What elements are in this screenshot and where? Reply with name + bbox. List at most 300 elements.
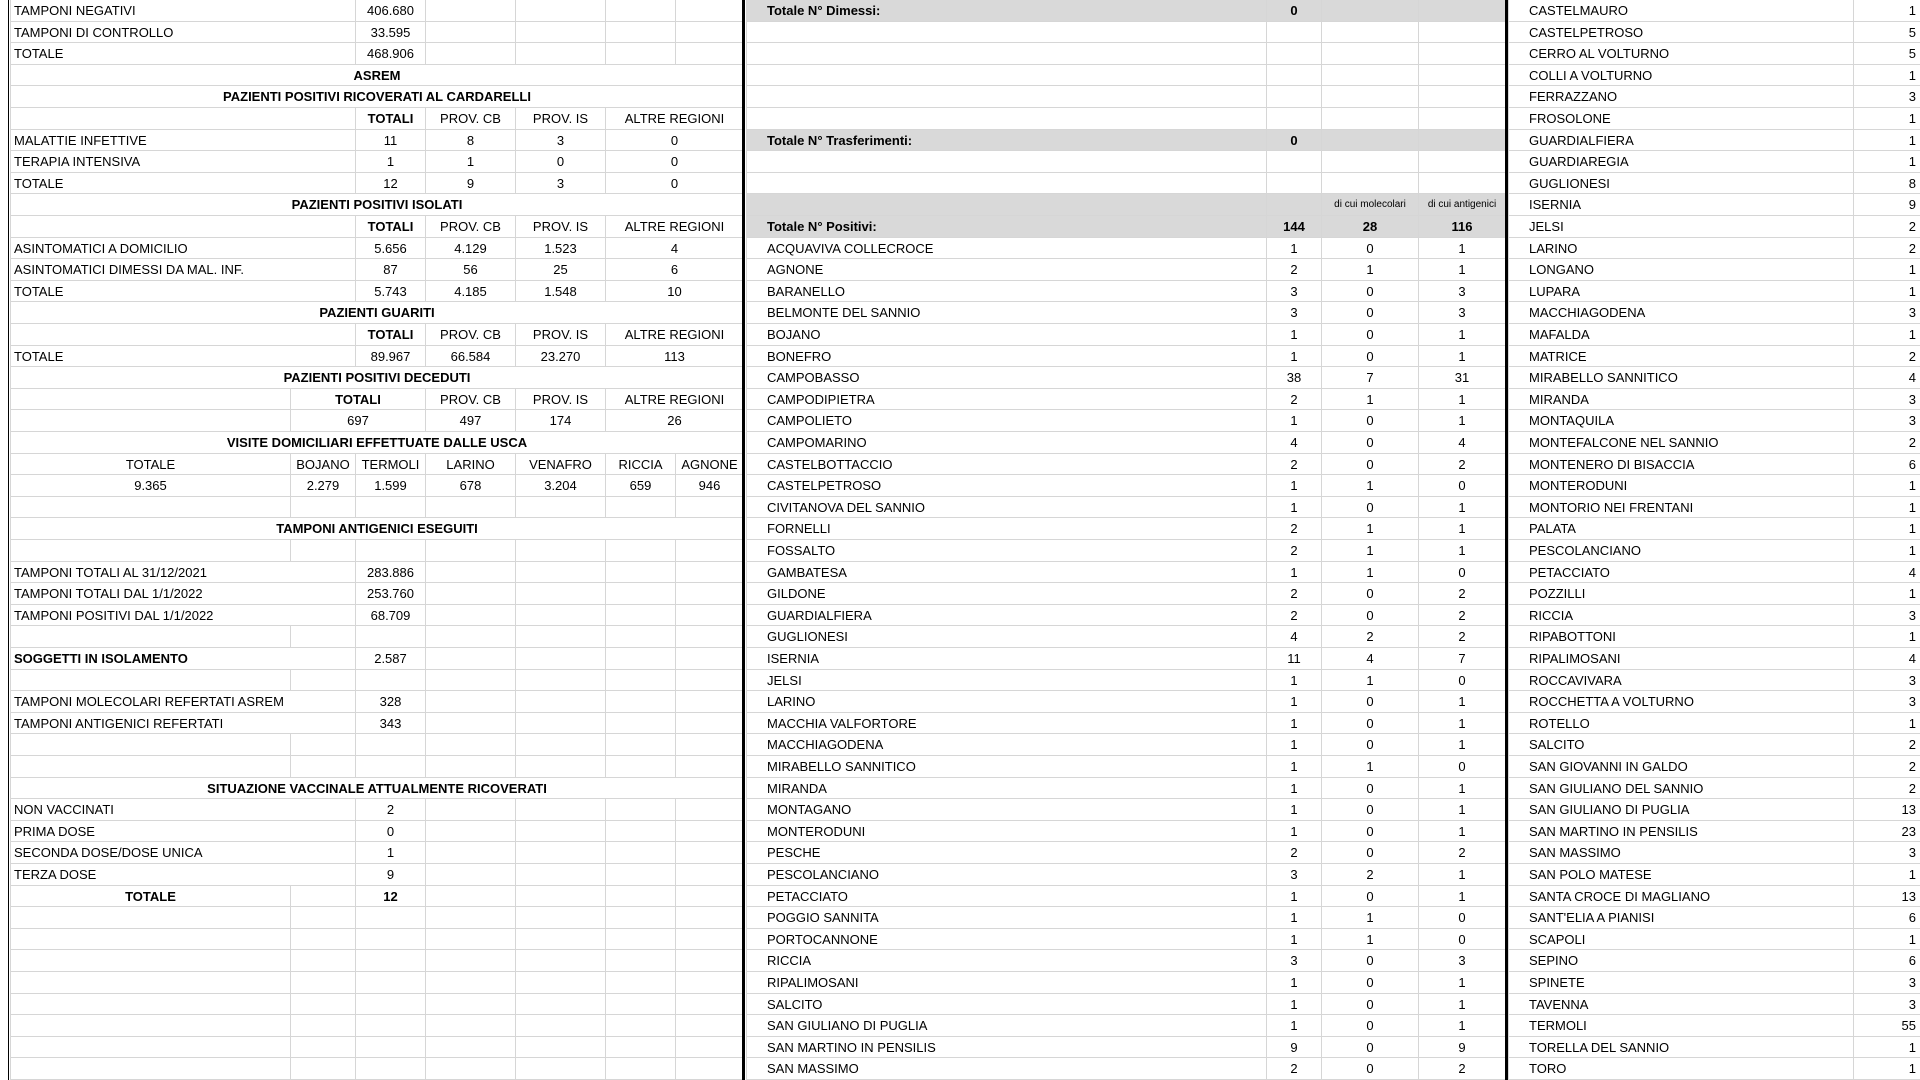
usca-heading <box>10 432 743 454</box>
comune-name: TAVENNA <box>1508 994 1853 1015</box>
isolamento-row-label: SOGGETTI IN ISOLAMENTO <box>10 648 355 669</box>
comune-count: 2 <box>1853 734 1920 755</box>
ricoverati-row-label: TERAPIA INTENSIVA <box>10 151 355 172</box>
cell <box>605 43 675 64</box>
comune-isolati-row <box>1508 605 1920 627</box>
cell <box>425 22 515 43</box>
value-totale: 0 <box>1266 0 1321 21</box>
asrem-heading-title: ASREM <box>10 65 743 86</box>
vaccinale-row <box>10 864 743 886</box>
header-altre-regioni: ALTRE REGIONI <box>605 216 743 237</box>
spacer-row <box>746 43 1505 65</box>
isolati-row <box>10 238 743 260</box>
cell <box>425 605 515 626</box>
value-antigenici: 2 <box>1418 605 1505 626</box>
cell <box>10 972 290 993</box>
value-totale: 1 <box>1266 691 1321 712</box>
comune-isolati-row <box>1508 821 1920 843</box>
comune-row <box>746 929 1505 951</box>
value-altre-regioni: 0 <box>605 151 743 172</box>
isolati-row-label: TOTALE <box>10 281 355 302</box>
antigenici-row-label: TAMPONI TOTALI AL 31/12/2021 <box>10 562 355 583</box>
cell <box>290 756 355 777</box>
value-totale: 3 <box>1266 281 1321 302</box>
value-antigenici: 3 <box>1418 302 1505 323</box>
comune-count: 1 <box>1853 0 1920 21</box>
comune-count: 1 <box>1853 259 1920 280</box>
comune-count: 13 <box>1853 799 1920 820</box>
cell <box>515 1037 605 1058</box>
value-molecolari: 1 <box>1321 518 1418 539</box>
comune-count: 6 <box>1853 907 1920 928</box>
value-antigenici: 2 <box>1418 1058 1505 1079</box>
spacer-row <box>746 173 1505 195</box>
molecolari-refertati-row <box>10 691 743 713</box>
value-molecolari: 0 <box>1321 821 1418 842</box>
comune-count: 3 <box>1853 691 1920 712</box>
comune-count: 6 <box>1853 950 1920 971</box>
comune-row-label: MIRABELLO SANNITICO <box>746 756 1266 777</box>
comune-count: 1 <box>1853 583 1920 604</box>
cell <box>425 1015 515 1036</box>
antigenici-row-value: 68.709 <box>355 605 425 626</box>
value-totale: 1 <box>1266 497 1321 518</box>
comune-isolati-row <box>1508 238 1920 260</box>
header-totali: TOTALI <box>355 216 425 237</box>
comune-isolati-row <box>1508 86 1920 108</box>
usca-header: AGNONE <box>675 454 743 475</box>
isolamento-row-value: 2.587 <box>355 648 425 669</box>
value-antigenici: 3 <box>1418 281 1505 302</box>
cell <box>675 626 743 647</box>
cell <box>290 929 355 950</box>
comune-row-label: BARANELLO <box>746 281 1266 302</box>
comune-row <box>746 1037 1505 1059</box>
spacer-row <box>746 22 1505 44</box>
molecolari-refertati-row-value: 328 <box>355 691 425 712</box>
comune-count: 1 <box>1853 713 1920 734</box>
comune-name: MONTENERO DI BISACCIA <box>1508 454 1853 475</box>
cell <box>515 842 605 863</box>
value-molecolari: 0 <box>1321 432 1418 453</box>
comune-isolati-row <box>1508 324 1920 346</box>
comune-name: TORO <box>1508 1058 1853 1079</box>
value-molecolari: 0 <box>1321 778 1418 799</box>
comune-row <box>746 864 1505 886</box>
value-prov-cb: 56 <box>425 259 515 280</box>
comune-isolati-row <box>1508 648 1920 670</box>
cell <box>290 886 355 907</box>
value-molecolari: 0 <box>1321 1058 1418 1079</box>
value-molecolari: 0 <box>1321 324 1418 345</box>
value-antigenici: 1 <box>1418 994 1505 1015</box>
usca-headers <box>10 454 743 476</box>
value-antigenici: 0 <box>1418 929 1505 950</box>
cell <box>425 670 515 691</box>
value-prov-cb: 1 <box>425 151 515 172</box>
cell <box>515 497 605 518</box>
cell <box>605 864 675 885</box>
value-antigenici: 1 <box>1418 1015 1505 1036</box>
cell <box>746 194 1266 215</box>
column-divider <box>8 0 9 1080</box>
comune-row-label: PESCHE <box>746 842 1266 863</box>
comune-name: MAFALDA <box>1508 324 1853 345</box>
value-molecolari: 0 <box>1321 691 1418 712</box>
value-antigenici: 1 <box>1418 864 1505 885</box>
cell <box>605 497 675 518</box>
comune-count: 3 <box>1853 842 1920 863</box>
spacer-row <box>746 65 1505 87</box>
comune-row-label: MACCHIA VALFORTORE <box>746 713 1266 734</box>
comune-row-label: SAN GIULIANO DI PUGLIA <box>746 1015 1266 1036</box>
value-antigenici: 1 <box>1418 238 1505 259</box>
comune-row-label: JELSI <box>746 670 1266 691</box>
value-altre-regioni: 4 <box>605 238 743 259</box>
comune-count: 2 <box>1853 216 1920 237</box>
value-antigenici: 1 <box>1418 259 1505 280</box>
cell <box>605 886 675 907</box>
comune-row <box>746 432 1505 454</box>
value-totale: 1 <box>1266 346 1321 367</box>
cell <box>515 0 605 21</box>
value-altre-regioni: 6 <box>605 259 743 280</box>
cell <box>675 540 743 561</box>
comune-row <box>746 562 1505 584</box>
value-totale: 1 <box>1266 475 1321 496</box>
value-totale: 1 <box>1266 410 1321 431</box>
dimessi-row-label: Totale N° Dimessi: <box>746 0 1266 21</box>
comune-name: MACCHIAGODENA <box>1508 302 1853 323</box>
cell <box>425 821 515 842</box>
cell <box>675 648 743 669</box>
isolati-row-label: ASINTOMATICI A DOMICILIO <box>10 238 355 259</box>
cell <box>675 22 743 43</box>
value-molecolari: 0 <box>1321 583 1418 604</box>
asrem-heading <box>10 65 743 87</box>
cell <box>290 497 355 518</box>
value-molecolari: 1 <box>1321 929 1418 950</box>
cell <box>515 972 605 993</box>
value-molecolari: 1 <box>1321 259 1418 280</box>
dimessi-row <box>746 0 1505 22</box>
comune-row <box>746 259 1505 281</box>
value-totale: 2 <box>1266 540 1321 561</box>
comune-isolati-row <box>1508 886 1920 908</box>
value-prov-cb: 9 <box>425 173 515 194</box>
comune-row <box>746 972 1505 994</box>
comune-count: 3 <box>1853 605 1920 626</box>
value-totale: 1 <box>1266 929 1321 950</box>
vaccinale-totale-label: TOTALE <box>10 886 290 907</box>
cell <box>290 540 355 561</box>
comune-name: FROSOLONE <box>1508 108 1853 129</box>
value-prov-cb: 4.185 <box>425 281 515 302</box>
tamponi-controllo-label: TAMPONI DI CONTROLLO <box>10 22 355 43</box>
comune-row-label: MONTAGANO <box>746 799 1266 820</box>
ricoverati-row-label: MALATTIE INFETTIVE <box>10 130 355 151</box>
value-antigenici <box>1418 173 1505 194</box>
value-antigenici: 1 <box>1418 972 1505 993</box>
spacer-row <box>746 86 1505 108</box>
tamponi-totale <box>10 43 743 65</box>
comune-isolati-row <box>1508 389 1920 411</box>
positivi-total-row-label: Totale N° Positivi: <box>746 216 1266 237</box>
spacer-row <box>10 626 743 648</box>
comune-row-label: PETACCIATO <box>746 886 1266 907</box>
cell <box>675 583 743 604</box>
comune-name: POZZILLI <box>1508 583 1853 604</box>
spacer-row-label <box>746 86 1266 107</box>
spacer-row-label <box>746 173 1266 194</box>
value-totale: 4 <box>1266 626 1321 647</box>
usca-value: 2.279 <box>290 475 355 496</box>
cell <box>675 43 743 64</box>
comune-name: GUARDIAREGIA <box>1508 151 1853 172</box>
cell <box>10 734 290 755</box>
comune-name: MATRICE <box>1508 346 1853 367</box>
spacer-row-label <box>746 151 1266 172</box>
spacer-row-label <box>746 22 1266 43</box>
value-totale: 2 <box>1266 454 1321 475</box>
cell <box>355 756 425 777</box>
trasferimenti-row <box>746 130 1505 152</box>
comune-name: CERRO AL VOLTURNO <box>1508 43 1853 64</box>
comune-name: SAN GIOVANNI IN GALDO <box>1508 756 1853 777</box>
cell <box>605 0 675 21</box>
cell <box>10 670 290 691</box>
comune-count: 5 <box>1853 43 1920 64</box>
value-molecolari: 0 <box>1321 1037 1418 1058</box>
comune-row <box>746 691 1505 713</box>
cell <box>675 929 743 950</box>
guariti-headers <box>10 324 743 346</box>
cell <box>515 648 605 669</box>
antigenici-row <box>10 605 743 627</box>
usca-header: VENAFRO <box>515 454 605 475</box>
spacer-row <box>10 907 743 929</box>
comune-row <box>746 389 1505 411</box>
cell <box>425 648 515 669</box>
comune-isolati-row <box>1508 907 1920 929</box>
spacer-row <box>10 1058 743 1080</box>
value-molecolari: 2 <box>1321 626 1418 647</box>
cell <box>290 907 355 928</box>
vaccinale-row-value: 1 <box>355 842 425 863</box>
value-prov-is: 1.523 <box>515 238 605 259</box>
comune-count: 1 <box>1853 108 1920 129</box>
header-prov-is: PROV. IS <box>515 324 605 345</box>
cell <box>675 1037 743 1058</box>
comune-count: 3 <box>1853 972 1920 993</box>
comune-name: SANT'ELIA A PIANISI <box>1508 907 1853 928</box>
comune-count: 1 <box>1853 497 1920 518</box>
value-totale: 2 <box>1266 518 1321 539</box>
comune-isolati-row <box>1508 1037 1920 1059</box>
comune-row-label: LARINO <box>746 691 1266 712</box>
vaccinale-row-label: TERZA DOSE <box>10 864 355 885</box>
header-prov-is: PROV. IS <box>515 216 605 237</box>
positivi-total-row <box>746 216 1505 238</box>
value-antigenici: 1 <box>1418 518 1505 539</box>
cell <box>605 1058 675 1079</box>
cell <box>425 1037 515 1058</box>
cell <box>675 907 743 928</box>
value-antigenici: 1 <box>1418 691 1505 712</box>
comune-name: TERMOLI <box>1508 1015 1853 1036</box>
cell <box>675 864 743 885</box>
cell <box>425 540 515 561</box>
comune-isolati-row <box>1508 108 1920 130</box>
comune-row <box>746 994 1505 1016</box>
comune-name: RICCIA <box>1508 605 1853 626</box>
comune-row <box>746 1015 1505 1037</box>
comune-row <box>746 756 1505 778</box>
comune-row-label: CAMPOBASSO <box>746 367 1266 388</box>
cell <box>10 497 290 518</box>
value-molecolari: 4 <box>1321 648 1418 669</box>
comune-isolati-row <box>1508 626 1920 648</box>
ricoverati-heading-title: PAZIENTI POSITIVI RICOVERATI AL CARDARELLI <box>10 86 743 107</box>
comune-row-label: CASTELPETROSO <box>746 475 1266 496</box>
cell <box>425 1058 515 1079</box>
comune-row <box>746 281 1505 303</box>
vaccinale-row-label: NON VACCINATI <box>10 799 355 820</box>
cell <box>10 950 290 971</box>
comune-row <box>746 454 1505 476</box>
value-antigenici: 1 <box>1418 346 1505 367</box>
comune-isolati-row <box>1508 346 1920 368</box>
cell <box>515 886 605 907</box>
comune-name: RIPALIMOSANI <box>1508 648 1853 669</box>
comune-isolati-row <box>1508 259 1920 281</box>
value-molecolari: 0 <box>1321 713 1418 734</box>
comune-isolati-row <box>1508 994 1920 1016</box>
comune-name: LARINO <box>1508 238 1853 259</box>
comune-isolati-row <box>1508 1058 1920 1080</box>
comune-isolati-row <box>1508 151 1920 173</box>
cell <box>515 734 605 755</box>
guariti-row-label: TOTALE <box>10 346 355 367</box>
comune-count: 1 <box>1853 281 1920 302</box>
value-antigenici: 1 <box>1418 540 1505 561</box>
value-antigenici: 2 <box>1418 626 1505 647</box>
cell <box>675 713 743 734</box>
value-antigenici: 1 <box>1418 389 1505 410</box>
cell <box>515 605 605 626</box>
comune-count: 1 <box>1853 626 1920 647</box>
value-antigenici: 0 <box>1418 562 1505 583</box>
value-molecolari: 0 <box>1321 799 1418 820</box>
value-antigenici <box>1418 0 1505 21</box>
comune-row <box>746 842 1505 864</box>
usca-value: 678 <box>425 475 515 496</box>
value-molecolari <box>1321 151 1418 172</box>
comune-name: COLLI A VOLTURNO <box>1508 65 1853 86</box>
cell <box>355 994 425 1015</box>
value-totale: 144 <box>1266 216 1321 237</box>
comune-row-label: CASTELBOTTACCIO <box>746 454 1266 475</box>
value-totale: 1 <box>1266 972 1321 993</box>
comune-row-label: SAN MASSIMO <box>746 1058 1266 1079</box>
comune-isolati-row <box>1508 518 1920 540</box>
comune-count: 1 <box>1853 65 1920 86</box>
comune-row <box>746 907 1505 929</box>
value-molecolari <box>1321 65 1418 86</box>
comune-isolati-row <box>1508 65 1920 87</box>
comune-name: CASTELMAURO <box>1508 0 1853 21</box>
antigenici-row <box>10 562 743 584</box>
value-totale: 9 <box>1266 1037 1321 1058</box>
spacer-row <box>10 497 743 519</box>
value-prov-is: 174 <box>515 410 605 431</box>
value-totale: 0 <box>1266 130 1321 151</box>
cell <box>515 821 605 842</box>
cell <box>675 756 743 777</box>
value-antigenici: 0 <box>1418 670 1505 691</box>
header-prov-cb: PROV. CB <box>425 216 515 237</box>
header-antigenici: di cui antigenici <box>1418 194 1505 215</box>
cell <box>425 886 515 907</box>
value-totale: 1 <box>1266 238 1321 259</box>
value-antigenici <box>1418 130 1505 151</box>
value-molecolari <box>1321 22 1418 43</box>
cell <box>605 626 675 647</box>
value-totale: 1 <box>1266 734 1321 755</box>
column-divider <box>1505 0 1508 1080</box>
comune-count: 4 <box>1853 562 1920 583</box>
spacer-row <box>10 950 743 972</box>
header-prov-cb: PROV. CB <box>425 389 515 410</box>
comune-row <box>746 497 1505 519</box>
value-totali: 89.967 <box>355 346 425 367</box>
value-altre-regioni: 113 <box>605 346 743 367</box>
cell <box>425 497 515 518</box>
value-molecolari: 0 <box>1321 734 1418 755</box>
guariti-heading-title: PAZIENTI GUARITI <box>10 302 743 323</box>
comune-row <box>746 583 1505 605</box>
ricoverati-row <box>10 151 743 173</box>
value-totale <box>1266 173 1321 194</box>
comune-row <box>746 821 1505 843</box>
value-antigenici: 1 <box>1418 886 1505 907</box>
cell <box>355 497 425 518</box>
cell <box>10 1015 290 1036</box>
header-prov-cb: PROV. CB <box>425 324 515 345</box>
value-molecolari: 0 <box>1321 842 1418 863</box>
cell <box>425 713 515 734</box>
cell <box>605 583 675 604</box>
value-molecolari: 0 <box>1321 454 1418 475</box>
value-totali: 5.743 <box>355 281 425 302</box>
value-antigenici: 116 <box>1418 216 1505 237</box>
comune-isolati-row <box>1508 22 1920 44</box>
tamponi-totale-value: 468.906 <box>355 43 425 64</box>
comune-row <box>746 302 1505 324</box>
spacer-row <box>10 1037 743 1059</box>
antigenici-row <box>10 583 743 605</box>
vaccinale-row <box>10 821 743 843</box>
comune-isolati-row <box>1508 281 1920 303</box>
cell <box>605 907 675 928</box>
cell <box>605 972 675 993</box>
cell <box>605 821 675 842</box>
value-antigenici: 1 <box>1418 778 1505 799</box>
comune-name: MIRANDA <box>1508 389 1853 410</box>
comune-name: PALATA <box>1508 518 1853 539</box>
header-molecolari: di cui molecolari <box>1321 194 1418 215</box>
comune-isolati-row <box>1508 302 1920 324</box>
